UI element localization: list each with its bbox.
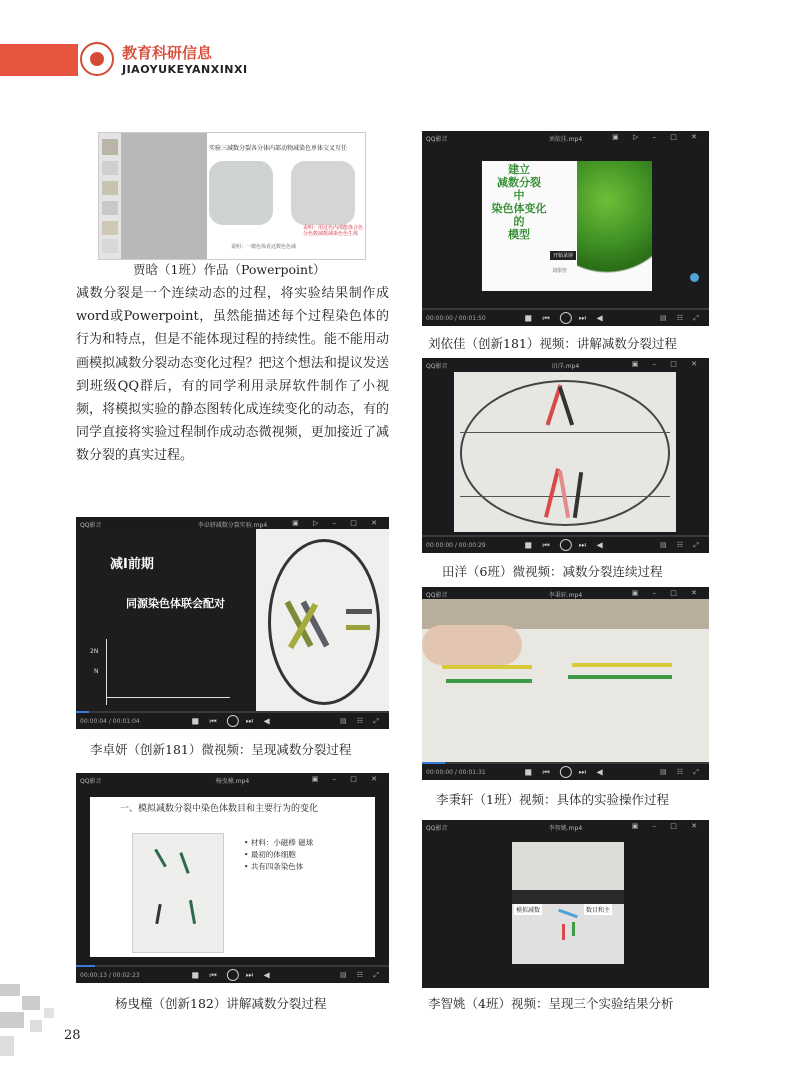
player-time: 00:00:00 / 00:01:31 [426, 769, 486, 776]
window-controls[interactable]: ▣ ▷ – □ ✕ [292, 519, 383, 527]
video-player-6[interactable] [422, 587, 709, 780]
player-filename: 杨曳橦.mp4 [215, 778, 250, 785]
decorative-block [0, 984, 20, 996]
figure-6-caption: 李秉轩（1班）视频：具体的实验操作过程 [436, 792, 669, 807]
hand [422, 625, 522, 665]
plant-image [577, 161, 652, 291]
figure-1-caption: 贾晗（1班）作品（Powerpoint） [133, 262, 326, 277]
chart-x-axis [106, 697, 230, 698]
spindle-photo [454, 372, 676, 532]
video-player-7[interactable] [422, 820, 709, 988]
player-titlebar [422, 587, 709, 599]
player-titlebar [76, 773, 389, 785]
ppt-thumbnail-pane [99, 133, 121, 259]
window-controls[interactable]: ▣ – □ ✕ [311, 775, 383, 783]
slide-left-panel [76, 529, 256, 711]
slide-photo [132, 833, 224, 953]
video-player-5[interactable] [422, 358, 709, 553]
player-app-name: QQ影音 [426, 363, 448, 370]
journal-pinyin: JIAOYUKEYANXINXI [122, 63, 248, 76]
figure-2-caption: 李卓妍（创新181）微视频：呈现减数分裂过程 [90, 742, 352, 757]
player-right-controls[interactable]: ▤ ☷ ⤢ [660, 768, 703, 776]
player-titlebar [422, 131, 709, 143]
player-controls[interactable] [76, 967, 389, 983]
ppt-gray-margin [121, 133, 207, 259]
composite-frame [512, 842, 624, 964]
figure-5-caption: 田洋（6班）微视频：减数分裂连续过程 [442, 564, 663, 579]
slide-bullet: • 材料：小磁棒 磁球 [244, 838, 314, 847]
ppt-footer-note: 说明：一微色体看这数色色减 [231, 244, 297, 250]
video-frame [76, 529, 389, 711]
player-right-controls[interactable]: ▤ ☷ ⤢ [660, 314, 703, 322]
player-app-name: QQ影音 [426, 825, 448, 832]
chart-y-label-n: N [94, 668, 99, 675]
window-controls[interactable]: ▣ ▷ – □ ✕ [612, 133, 703, 141]
ppt-slide [207, 133, 365, 259]
journal-logo [80, 42, 114, 76]
figure-3-caption: 杨曳橦（创新182）讲解减数分裂过程 [115, 996, 327, 1011]
decorative-block [22, 996, 40, 1010]
player-controls[interactable] [422, 310, 709, 326]
player-right-controls[interactable]: ▤ ☷ ⤢ [660, 541, 703, 549]
player-time: 00:00:00 / 00:01:50 [426, 315, 486, 322]
player-filename: 李智姚.mp4 [548, 825, 583, 832]
playback-controls[interactable]: ■ ⏮ ⏭ ◀ [191, 716, 274, 726]
video-player-3[interactable] [76, 773, 389, 983]
playback-controls[interactable]: ■ ⏮ ⏭ ◀ [191, 970, 274, 980]
experiment-photo [422, 599, 709, 762]
ppt-photo-left [209, 161, 273, 225]
header-accent-bar [0, 44, 78, 76]
player-app-name: QQ影音 [426, 592, 448, 599]
player-time: 00:00:13 / 00:02:23 [80, 972, 140, 979]
figure-7-caption: 李智姚（4班）视频：呈现三个实验结果分析 [428, 996, 674, 1011]
player-filename: 李秉轩.mp4 [548, 592, 583, 599]
page-number: 28 [64, 1028, 81, 1043]
player-controls[interactable] [422, 764, 709, 780]
journal-title: 教育科研信息 [122, 44, 213, 62]
player-app-name: QQ影音 [80, 522, 102, 529]
decorative-block [0, 1036, 14, 1056]
body-paragraph: 减数分裂是一个连续动态的过程，将实验结果制作成word或Powerpoint，虽然能描述每个过程染色体的行为和特点，但是不能体现过程的持续性。能不能用动画模拟减数分裂动态变化过程？把这个想法和提议发送到班级QQ群后，有的同学利用录屏软件制作了小视频，将模拟实验的静态图转化成连续变化的动态，有的同学直接将实验过程制作成动态微视频，更加接近了减数分裂的真实过程。 [76, 286, 389, 464]
video-player-2[interactable] [76, 517, 389, 729]
player-right-controls[interactable]: ▤ ☷ ⤢ [340, 717, 383, 725]
player-app-name: QQ影音 [426, 136, 448, 143]
player-titlebar [422, 358, 709, 370]
player-filename: 刘依佳.mp4 [548, 136, 583, 143]
label-right: 数目和主 [584, 904, 612, 915]
cursor-dot [690, 273, 699, 282]
ppt-red-note: 说明：用这色内部能体合色分色数减数减染色色生体 [303, 225, 364, 237]
ppt-photo-right [291, 161, 355, 225]
player-titlebar [422, 820, 709, 832]
video-player-4[interactable] [422, 131, 709, 326]
figure-1-image [98, 132, 366, 260]
player-titlebar [76, 517, 389, 529]
playback-controls[interactable]: ■ ⏮ ⏭ ◀ [524, 313, 607, 323]
player-filename: 李卓妍减数分裂实验.mp4 [197, 522, 268, 529]
slide-frame [90, 797, 375, 957]
slide-bullet: • 共有四条染色体 [244, 862, 304, 871]
player-filename: 田洋.mp4 [551, 363, 580, 370]
slide-title: 一、模拟减数分裂中染色体数目和主要行为的变化 [120, 804, 319, 814]
window-controls[interactable]: ▣ – □ ✕ [631, 360, 703, 368]
window-controls[interactable]: ▣ – □ ✕ [631, 822, 703, 830]
player-app-name: QQ影音 [80, 778, 102, 785]
chromosome-photo [256, 529, 389, 711]
slide-bullet: • 最初的体细胞 [244, 850, 296, 859]
chart-y-label-2n: 2N [90, 648, 99, 655]
decorative-block [44, 1008, 54, 1018]
playback-controls[interactable]: ■ ⏮ ⏭ ◀ [524, 767, 607, 777]
stage-heading: 减Ⅰ前期 [110, 557, 154, 572]
ppt-slide-title: 实验三减数分裂各分体内部动物减染色单体交叉互任 [209, 145, 348, 152]
stage-subheading: 同源染色体联会配对 [126, 597, 225, 610]
player-time: 00:00:00 / 00:00:29 [426, 542, 486, 549]
slide-frame [482, 161, 652, 291]
playback-controls[interactable]: ■ ⏮ ⏭ ◀ [524, 540, 607, 550]
player-controls[interactable] [76, 713, 389, 729]
decorative-block [0, 1012, 24, 1028]
player-controls[interactable] [422, 537, 709, 553]
figure-4-caption: 刘依佳（创新181）视频：讲解减数分裂过程 [428, 336, 677, 351]
decorative-block [30, 1020, 42, 1032]
player-time: 00:00:04 / 00:01:04 [80, 718, 140, 725]
window-controls[interactable]: ▣ – □ ✕ [631, 589, 703, 597]
record-button[interactable]: 开始录屏 [550, 251, 576, 260]
label-left: 模拟减数 [514, 904, 542, 915]
chart-y-axis [106, 639, 107, 705]
slide-author: 刘依佳 [552, 268, 568, 274]
slide-title-block: 建立 减数分裂 中 染色体变化 的 模型 [491, 163, 547, 241]
player-right-controls[interactable]: ▤ ☷ ⤢ [340, 971, 383, 979]
